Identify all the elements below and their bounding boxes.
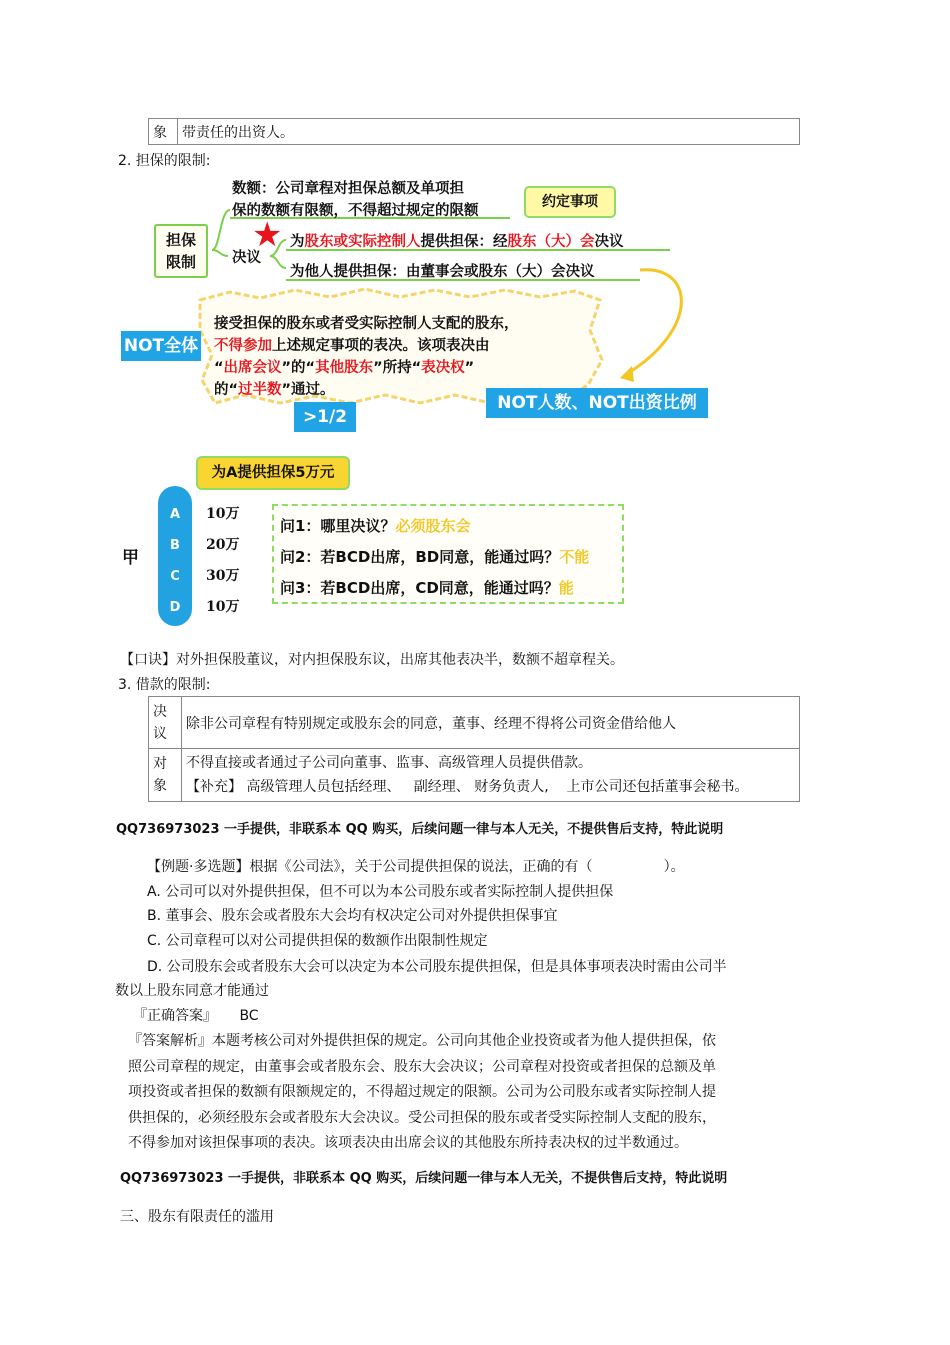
branch-others: 为他人提供担保：由董事会或股东（大）会决议 bbox=[290, 264, 595, 280]
section-heading-loan: 3. 借款的限制: bbox=[118, 677, 211, 693]
answer-text: 不能 bbox=[559, 548, 590, 566]
amount-list bbox=[206, 499, 239, 623]
highlight-text: 股东或实际控制人 bbox=[304, 234, 421, 250]
text: ”所持“ bbox=[373, 360, 422, 376]
text: 的“ bbox=[214, 382, 239, 398]
text: 提供担保：经 bbox=[420, 234, 508, 250]
branch-shareholder bbox=[290, 230, 624, 251]
not-ratio-tag: NOT人数、NOT出资比例 bbox=[486, 388, 708, 418]
cell-line: 不得直接或者通过子公司向董事、监事、高级管理人员提供借款。 bbox=[186, 755, 592, 771]
example-question bbox=[280, 546, 589, 567]
table-cell: 除非公司章程有特别规定或股东会的同意，董事、经理不得将公司资金借给他人 bbox=[182, 697, 800, 749]
analysis-line: 照公司章程的规定，由董事会或者股东会、股东大会决议；公司章程对投资或者担保的总额及单 bbox=[128, 1058, 716, 1075]
text: ” bbox=[464, 360, 475, 376]
watermark-notice: QQ736973023 一手提供，非联系本 QQ 购买，后续问题一律与本人无关，不提供售后支持，特此说明 bbox=[116, 822, 724, 837]
text: ”通过。 bbox=[281, 382, 335, 398]
analysis-line: 项投资或者担保的数额有限额规定的，不得超过规定的限额。公司为公司股东或者实际控制人提 bbox=[128, 1084, 716, 1100]
liability-table bbox=[148, 118, 800, 145]
example-question bbox=[280, 515, 470, 536]
option-a: A. 公司可以对外提供担保，但不可以为本公司股东或者实际控制人提供担保 bbox=[147, 884, 614, 900]
option-d: D. 公司股东会或者股东大会可以决定为本公司股东提供担保，但是具体事项表决时需由公司半 bbox=[147, 959, 727, 975]
amount-label: 10万 bbox=[206, 506, 240, 522]
amount-label: 20万 bbox=[206, 537, 240, 553]
highlight-text: 其他股东 bbox=[315, 360, 374, 376]
cloud-line bbox=[214, 357, 519, 379]
table-cell: 决 议 bbox=[149, 697, 182, 749]
highlight-text: 不得参加 bbox=[214, 338, 272, 354]
answer-text: 能 bbox=[558, 579, 574, 597]
answer-label: 『正确答案』 bbox=[133, 1008, 217, 1024]
answer-line bbox=[133, 1005, 259, 1025]
text: “ bbox=[214, 360, 224, 376]
mnemonic: 【口诀】对外担保股董议，对内担保股东议，出席其他表决半，数额不超章程关。 bbox=[120, 652, 624, 668]
analysis-line: 不得参加对该担保事项的表决。该项表决由出席会议的其他股东所持表决权的过半数通过。 bbox=[128, 1135, 688, 1151]
highlight-text: 股东（大）会 bbox=[507, 234, 595, 250]
example-banner: 为A提供担保5万元 bbox=[196, 456, 350, 490]
text: 上述规定事项的表决。该项表决由 bbox=[272, 338, 490, 354]
company-label: 甲 bbox=[122, 548, 139, 568]
option-d-cont: 数以上股东同意才能通过 bbox=[115, 983, 269, 999]
shareholder-list bbox=[158, 499, 192, 623]
text: ”的“ bbox=[281, 360, 316, 376]
question-stem: 【例题·多选题】根据《公司法》，关于公司提供担保的说法，正确的有（ ）。 bbox=[147, 859, 685, 875]
cloud-line bbox=[214, 335, 519, 357]
text: 问2：若BCD出席，BD同意，能通过吗？ bbox=[280, 548, 560, 566]
shareholder-label: D bbox=[169, 600, 181, 615]
answer-value: BC bbox=[239, 1008, 259, 1024]
table-cell: 象 bbox=[149, 119, 178, 145]
table-cell: 对 象 bbox=[149, 749, 182, 802]
over-half-tag: >1/2 bbox=[294, 402, 356, 432]
highlight-text: 过半数 bbox=[238, 382, 282, 398]
cloud-line: 接受担保的股东或者受实际控制人支配的股东， bbox=[214, 316, 519, 332]
text: 问3：若BCD出席，CD同意，能通过吗？ bbox=[280, 579, 559, 597]
not-all-tag: NOT全体 bbox=[121, 331, 201, 361]
text: 决议 bbox=[594, 234, 624, 250]
analysis-block bbox=[128, 1029, 716, 1157]
amount-line: 保的数额有限额，不得超过规定的限额 bbox=[232, 203, 479, 219]
cloud-line bbox=[214, 379, 519, 401]
table-cell: 带责任的出资人。 bbox=[178, 119, 800, 145]
root-line: 限制 bbox=[165, 253, 196, 271]
agreed-item-tag: 约定事项 bbox=[524, 186, 616, 218]
root-line: 担保 bbox=[165, 231, 196, 249]
example-question bbox=[280, 577, 574, 598]
amount-label: 30万 bbox=[206, 568, 240, 584]
analysis-line: 供担保的，必须经股东会或者股东大会决议。受公司担保的股东或者受实际控制人支配的股东， bbox=[128, 1109, 716, 1126]
amount-label: 10万 bbox=[206, 599, 240, 615]
table-cell bbox=[182, 749, 800, 802]
option-c: C. 公司章程可以对公司提供担保的数额作出限制性规定 bbox=[147, 933, 488, 949]
shareholder-label: B bbox=[170, 538, 180, 553]
watermark-notice: QQ736973023 一手提供，非联系本 QQ 购买，后续问题一律与本人无关，不提供售后支持，特此说明 bbox=[120, 1171, 728, 1186]
answer-text: 必须股东会 bbox=[395, 517, 471, 535]
section-heading-guarantee: 2. 担保的限制: bbox=[118, 153, 211, 169]
cell-line: 【补充】 高级管理人员包括经理、 副经理、 财务负责人, 上市公司还包括董事会秘书。 bbox=[186, 779, 749, 795]
text: 问1：哪里决议？ bbox=[280, 517, 396, 535]
cloud-text bbox=[214, 313, 519, 401]
highlight-text: 表决权 bbox=[421, 360, 465, 376]
resolution-node: 决议 bbox=[232, 250, 261, 266]
loan-table bbox=[148, 696, 800, 802]
highlight-text: 出席会议 bbox=[223, 360, 282, 376]
shareholder-label: A bbox=[169, 507, 181, 522]
mindmap-root bbox=[154, 224, 208, 278]
option-b: B. 董事会、股东会或者股东大会均有权决定公司对外提供担保事宜 bbox=[147, 908, 558, 924]
amount-line: 数额：公司章程对担保总额及单项担 bbox=[232, 181, 464, 197]
shareholder-label: C bbox=[170, 569, 180, 584]
text: 为 bbox=[290, 234, 305, 250]
star-icon: ★ bbox=[252, 215, 283, 255]
analysis-line: 『答案解析』本题考核公司对外提供担保的规定。公司向其他企业投资或者为他人提供担保，依 bbox=[128, 1033, 716, 1049]
section-heading-abuse: 三、股东有限责任的滥用 bbox=[120, 1209, 274, 1225]
